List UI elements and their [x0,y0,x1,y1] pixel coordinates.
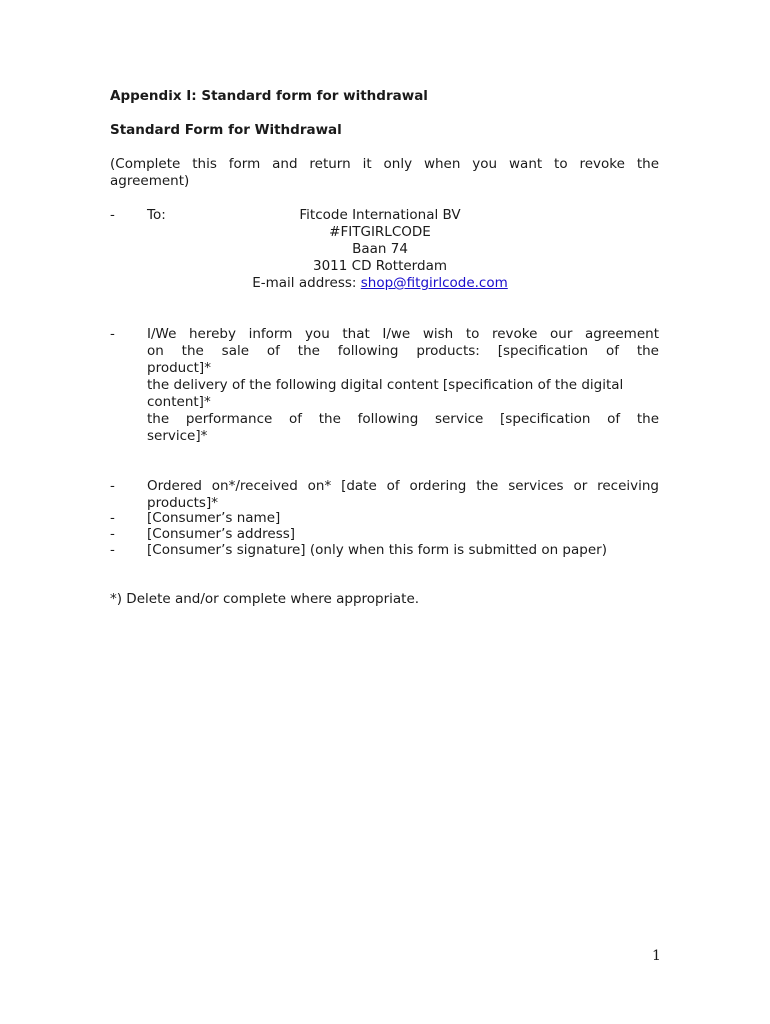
consumer-signature-field [147,542,659,559]
consumer-name-field [147,510,659,527]
form-title: Standard Form for Withdrawal [110,122,342,138]
revoke-statement [147,326,659,445]
revoke-line: product]* [147,360,211,376]
list-dash: - [110,207,115,223]
footnote: *) Delete and/or complete where appropriate. [110,591,420,607]
order-date-line: products]* [147,495,218,511]
revoke-line: content]* [147,394,211,410]
revoke-line: I/We hereby inform you that I/we wish to revoke our agreement [147,326,659,342]
page-number: 1 [652,948,661,964]
list-dash: - [110,542,115,558]
intro-line: agreement) [110,173,190,189]
email-label: E-mail address: [252,275,361,291]
revoke-line: on the sale of the following products: [specification of the [147,343,659,359]
to-label: To: [147,207,166,223]
consumer-address-field [147,526,659,543]
list-dash: - [110,478,115,494]
list-dash: - [110,510,115,526]
intro-line: (Complete this form and return it only when you want to revoke the [110,156,659,172]
consumer-name-line: [Consumer’s name] [147,510,281,526]
appendix-title: Appendix I: Standard form for withdrawal [110,88,428,104]
consumer-address-line: [Consumer’s address] [147,526,296,542]
street-address: Baan 74 [352,241,408,257]
revoke-line: service]* [147,428,208,444]
order-date-line: Ordered on*/received on* [date of ordering the services or receiving [147,478,659,494]
list-dash: - [110,526,115,542]
revoke-line: the performance of the following service [specification of the [147,411,659,427]
intro-paragraph [110,156,659,190]
city-address: 3011 CD Rotterdam [313,258,447,274]
order-date-field [147,478,659,512]
revoke-line: the delivery of the following digital content [specification of the digital [147,377,624,393]
brand-name: #FITGIRLCODE [329,224,431,240]
email-link[interactable]: shop@fitgirlcode.com [360,275,508,291]
company-name: Fitcode International BV [299,207,461,223]
consumer-signature-line: [Consumer’s signature] (only when this form is submitted on paper) [147,542,607,558]
recipient-address [190,207,570,292]
list-dash: - [110,326,115,342]
email-row [190,275,570,292]
